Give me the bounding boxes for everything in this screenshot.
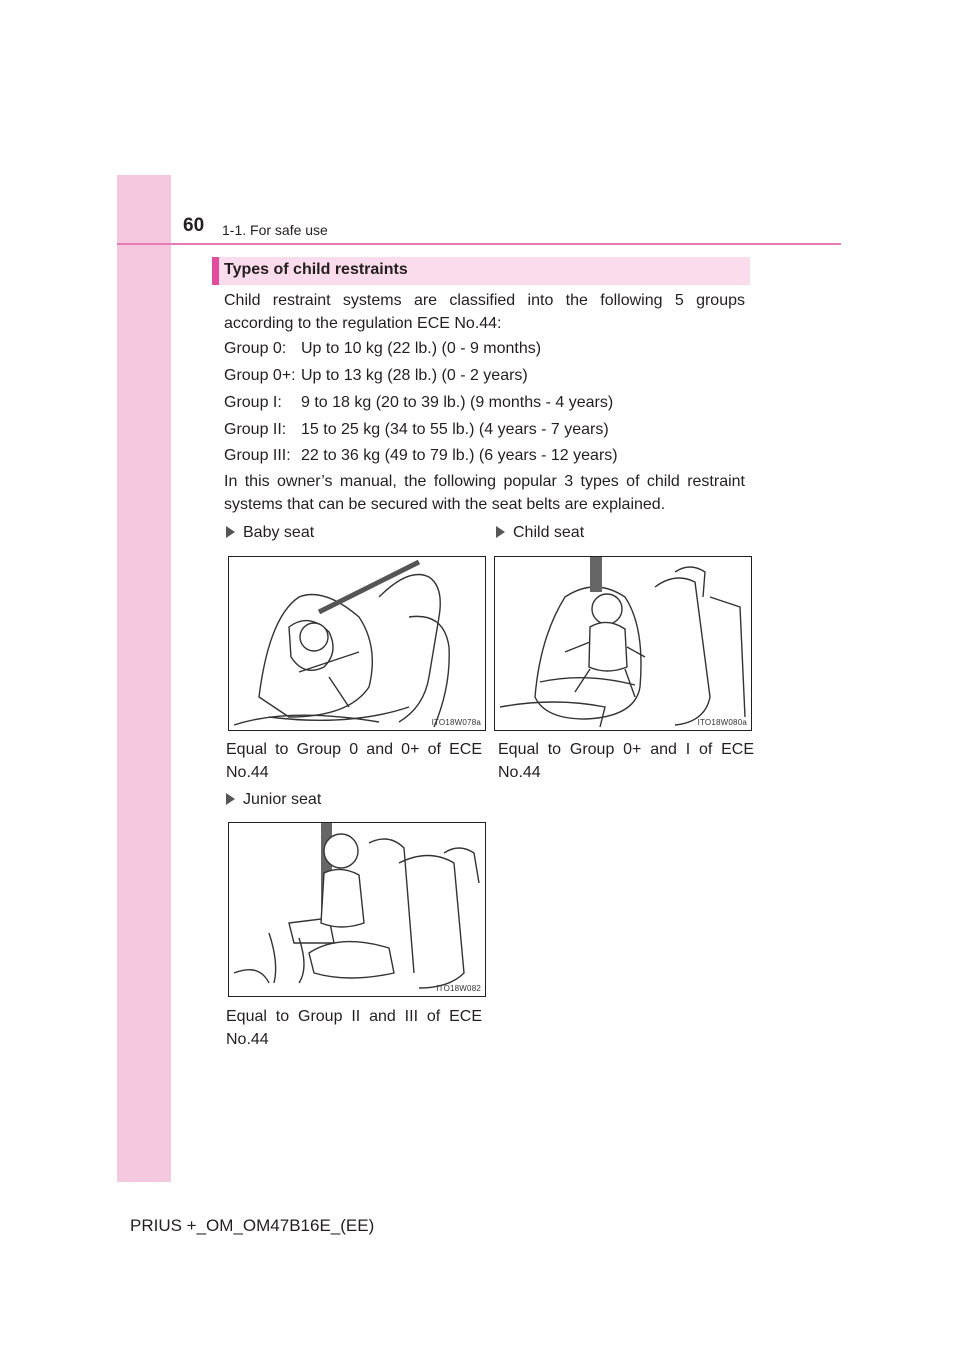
topic-title: Types of child restraints	[224, 261, 408, 278]
caption-line: No.44	[226, 764, 269, 781]
intro-line: according to the regulation ECE No.44:	[224, 315, 502, 332]
topic-accent-marker	[212, 257, 219, 285]
child-seat-label: Child seat	[513, 524, 585, 541]
triangle-right-icon	[496, 526, 505, 538]
figure-code: ITO18W078a	[431, 718, 481, 727]
baby-seat-label: Baby seat	[243, 524, 315, 541]
triangle-right-icon	[226, 793, 235, 805]
intro-line: Child restraint systems are classified into the following 5 groups	[224, 292, 745, 309]
summary-line: In this owner’s manual, the following popular 3 types of child restraint	[224, 473, 745, 490]
triangle-right-icon	[226, 526, 235, 538]
child-seat-illustration	[494, 556, 752, 731]
section-title: 1-1. For safe use	[222, 222, 328, 238]
caption-line: No.44	[226, 1031, 269, 1048]
figure-code: ITO18W080a	[697, 718, 747, 727]
baby-seat-illustration	[228, 556, 486, 731]
header-rule	[117, 243, 841, 245]
summary-line: systems that can be secured with the seat belts are explained.	[224, 496, 666, 513]
page-number: 60	[183, 215, 205, 236]
group-value: 22 to 36 kg (49 to 79 lb.) (6 years - 12 years)	[301, 447, 618, 464]
junior-seat-caption	[226, 1005, 482, 1051]
junior-seat-illustration	[228, 822, 486, 997]
child-seat-heading	[496, 524, 584, 542]
summary-paragraph	[224, 470, 745, 516]
topic-heading-bar	[212, 257, 750, 285]
figure-code: ITO18W082	[436, 984, 481, 993]
group-label: Group II:	[224, 421, 287, 438]
group-label: Group 0:	[224, 340, 287, 357]
group-value: Up to 13 kg (28 lb.) (0 - 2 years)	[301, 367, 528, 384]
caption-line: Equal to Group 0+ and I of ECE	[498, 741, 754, 758]
caption-line: No.44	[498, 764, 541, 781]
baby-seat-caption	[226, 738, 482, 784]
caption-line: Equal to Group 0 and 0+ of ECE	[226, 741, 482, 758]
junior-seat-label: Junior seat	[243, 791, 322, 808]
junior-seat-heading	[226, 791, 321, 809]
group-value: 15 to 25 kg (34 to 55 lb.) (4 years - 7 years)	[301, 421, 609, 438]
caption-line: Equal to Group II and III of ECE	[226, 1008, 482, 1025]
baby-seat-heading	[226, 524, 314, 542]
child-seat-caption	[498, 738, 754, 784]
group-label: Group 0+:	[224, 367, 296, 384]
footer-document-code: PRIUS +_OM_OM47B16E_(EE)	[130, 1216, 375, 1235]
group-label: Group III:	[224, 447, 291, 464]
side-tab	[117, 175, 171, 1182]
group-value: 9 to 18 kg (20 to 39 lb.) (9 months - 4 years)	[301, 394, 614, 411]
group-value: Up to 10 kg (22 lb.) (0 - 9 months)	[301, 340, 542, 357]
group-label: Group I:	[224, 394, 282, 411]
intro-paragraph	[224, 289, 745, 335]
